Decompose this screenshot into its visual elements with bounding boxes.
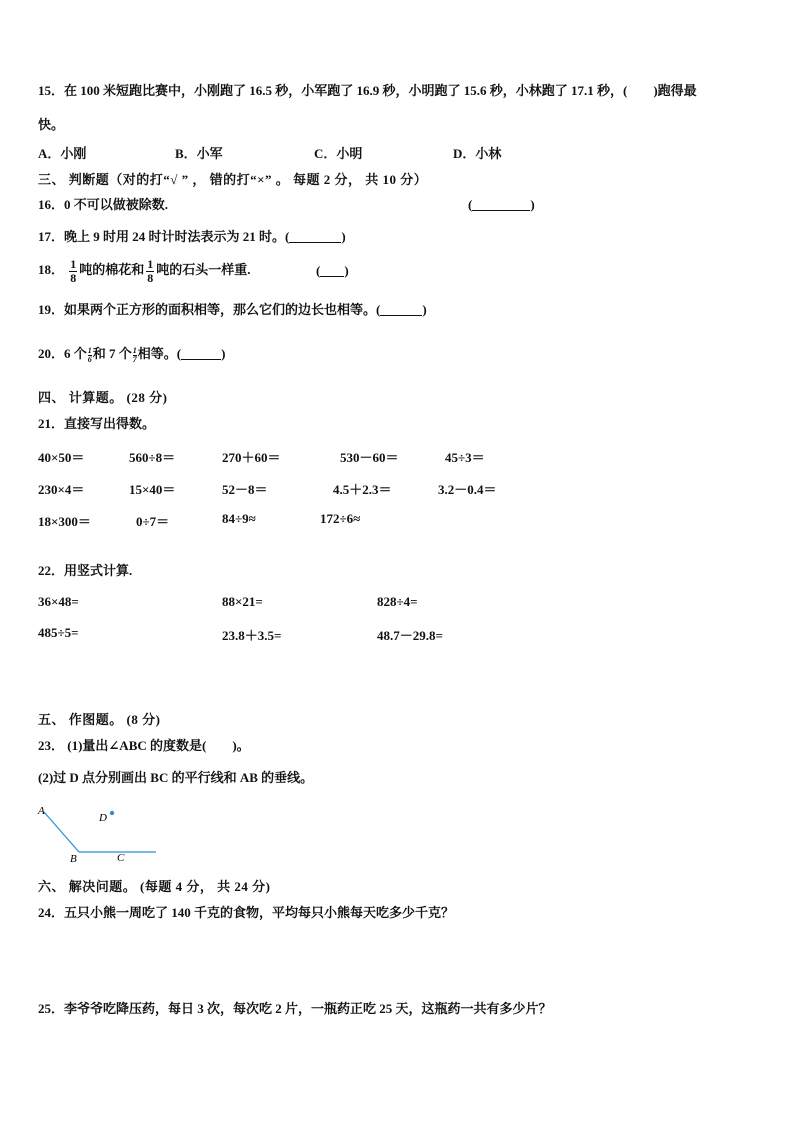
question-17 <box>38 228 346 246</box>
section-4-title: 四、 计算题。 (28 分) <box>38 390 168 405</box>
fraction-2 <box>146 258 154 285</box>
paren-close: ) <box>422 302 427 317</box>
paren-close: ) <box>344 263 349 278</box>
calc-item: 45÷3＝ <box>445 450 485 465</box>
question-19-text: 19．如果两个正方形的面积相等，那么它们的边长也相等。( <box>38 302 381 317</box>
question-20-part-c: 相等。( <box>137 346 182 361</box>
fraction-denominator: 7 <box>132 354 137 364</box>
answer-blank[interactable] <box>320 264 344 277</box>
question-16 <box>38 196 168 214</box>
label-b: B <box>70 853 77 865</box>
label-d: D <box>99 812 107 824</box>
calc-item: 230×4＝ <box>38 482 85 497</box>
question-15-line1: 15．在 100 米短跑比赛中，小刚跑了 16.5 秒，小军跑了 16.9 秒，小明跑了 15.6 秒，小林跑了 17.1 秒，( )跑得最 <box>38 83 697 98</box>
calc-item: 23.8＋3.5= <box>222 628 282 643</box>
small-fraction-2 <box>133 347 137 364</box>
fraction-numerator: 1 <box>132 345 137 355</box>
calc-item: 36×48= <box>38 594 79 609</box>
question-18-tail: 吨的石头一样重. <box>156 262 251 277</box>
question-21-title: 21．直接写出得数。 <box>38 416 156 431</box>
calc-item: 560÷8＝ <box>129 450 176 465</box>
paren-open: ( <box>316 263 321 278</box>
question-18-mid: 吨的棉花和 <box>79 262 145 277</box>
calc-item: 270＋60＝ <box>222 450 281 465</box>
question-20 <box>38 343 225 365</box>
option-a: A．小刚 <box>38 146 87 161</box>
paren-close: ) <box>221 346 226 361</box>
calc-item: 15×40＝ <box>129 482 176 497</box>
question-20-part-a: 20．6 个 <box>38 346 87 361</box>
option-d: D．小林 <box>453 146 502 161</box>
paren-close: ) <box>530 197 535 212</box>
answer-blank[interactable] <box>472 198 530 211</box>
calc-item: 4.5＋2.3＝ <box>333 482 392 497</box>
question-15-line2: 快。 <box>38 117 65 132</box>
fraction-1 <box>69 258 77 285</box>
paren-close: ) <box>341 229 346 244</box>
question-22-title: 22．用竖式计算. <box>38 563 133 578</box>
fraction-denominator: 8 <box>147 270 154 285</box>
section-3-title: 三、 判断题（对的打“√ ” ， 错的打“×” 。 每题 2 分， 共 10 分） <box>38 172 428 187</box>
fraction-numerator: 1 <box>70 256 77 271</box>
answer-blank[interactable] <box>380 303 422 316</box>
question-25: 25．李爷爷吃降压药，每日 3 次，每次吃 2 片，一瓶药正吃 25 天，这瓶药一共有多少片？ <box>38 1001 552 1016</box>
calc-item: 40×50＝ <box>38 450 85 465</box>
fraction-denominator: 8 <box>70 270 77 285</box>
question-18 <box>38 257 251 285</box>
label-a: A <box>38 805 45 817</box>
paren-open: ( <box>468 197 473 212</box>
small-fraction-1 <box>88 347 92 364</box>
fraction-denominator: 6 <box>87 354 92 364</box>
calc-item: 84÷9≈ <box>222 511 256 526</box>
calc-item: 485÷5= <box>38 625 79 640</box>
question-16-text: 16．0 不可以做被除数. <box>38 197 169 212</box>
calc-item: 48.7－29.8= <box>377 628 443 643</box>
point-d <box>110 811 114 815</box>
section-5-title: 五、 作图题。 (8 分) <box>38 712 161 727</box>
section-6-title: 六、 解决问题。 (每题 4 分， 共 24 分) <box>38 879 271 894</box>
question-20-part-b: 和 7 个 <box>92 346 132 361</box>
question-19 <box>38 301 427 319</box>
fraction-numerator: 1 <box>87 345 92 355</box>
ray-ba <box>44 812 79 852</box>
calc-item: 3.2－0.4＝ <box>438 482 497 497</box>
calc-item: 828÷4= <box>377 594 418 609</box>
question-18-answer <box>316 262 349 280</box>
answer-blank[interactable] <box>181 347 221 360</box>
question-17-text: 17．晚上 9 时用 24 时计时法表示为 21 时。( <box>38 229 290 244</box>
question-18-number: 18． <box>38 262 65 277</box>
calc-item: 530－60＝ <box>340 450 399 465</box>
calc-item: 88×21= <box>222 594 263 609</box>
question-24: 24．五只小熊一周吃了 140 千克的食物，平均每只小熊每天吃多少千克？ <box>38 905 455 920</box>
option-c: C．小明 <box>314 146 363 161</box>
question-23-line2: (2)过 D 点分别画出 BC 的平行线和 AB 的垂线。 <box>38 770 314 785</box>
question-16-answer <box>468 196 535 214</box>
question-23-line1: 23． (1)量出∠ABC 的度数是( )。 <box>38 738 250 753</box>
label-c: C <box>117 852 125 864</box>
answer-blank[interactable] <box>289 230 341 243</box>
calc-item: 0÷7＝ <box>136 514 170 529</box>
angle-diagram <box>34 800 204 870</box>
calc-item: 18×300＝ <box>38 514 91 529</box>
option-b: B．小军 <box>175 146 223 161</box>
calc-item: 172÷6≈ <box>320 511 361 526</box>
calc-item: 52－8＝ <box>222 482 268 497</box>
fraction-numerator: 1 <box>147 256 154 271</box>
